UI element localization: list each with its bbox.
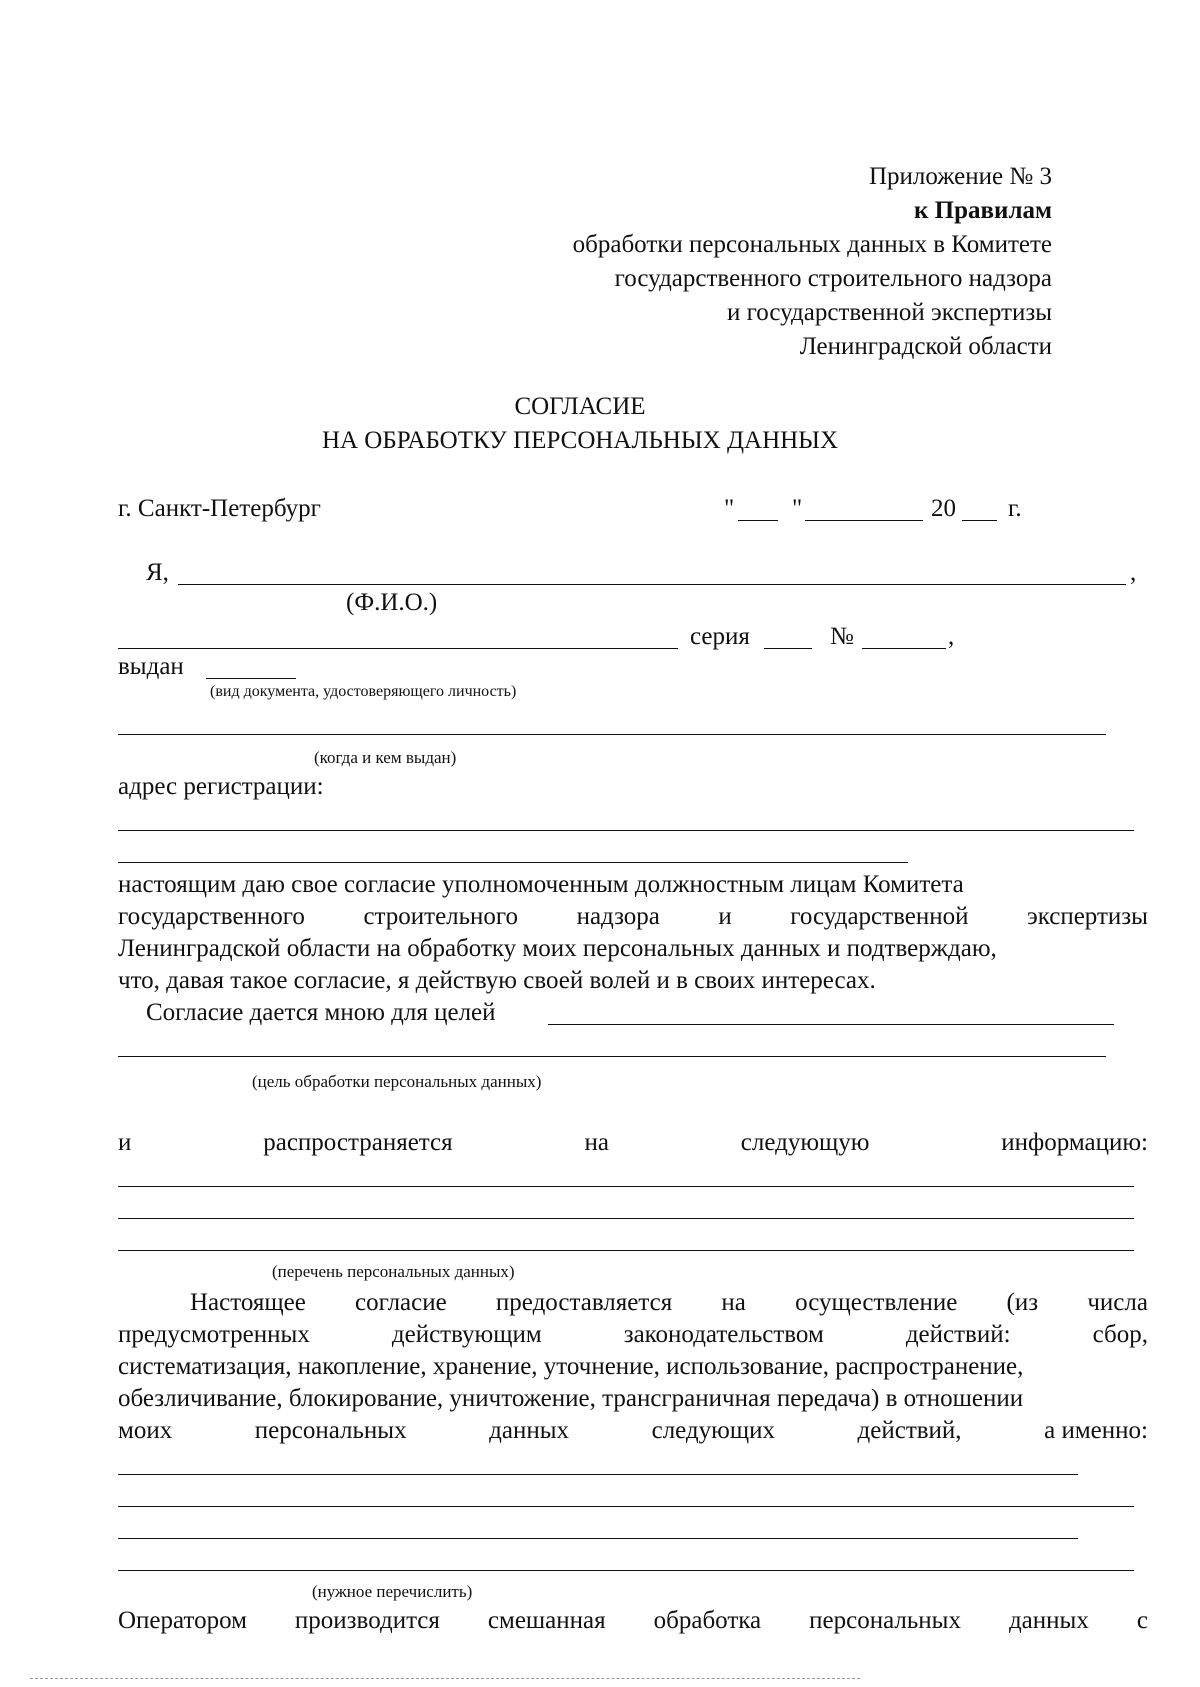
purpose-field-2[interactable] — [118, 1056, 1106, 1057]
operator-line: Оператором производится смешанная обработка персональных данных с — [118, 1607, 1148, 1634]
appendix-line-1: обработки персональных данных в Комитете — [572, 231, 1052, 258]
consent-line-3: Ленинградской области на обработку моих персональных данных и подтверждаю, — [118, 935, 997, 962]
fio-comma: , — [1130, 559, 1137, 586]
appendix-number: Приложение № 3 — [868, 163, 1052, 190]
date-year-prefix: 20 — [931, 495, 956, 522]
number-field[interactable] — [862, 648, 946, 649]
date-month-field[interactable] — [805, 520, 923, 521]
appendix-to-rules: к Правилам — [914, 197, 1052, 224]
actions-line-1: Настоящее согласие предоставляется на осуществление (из числа — [190, 1289, 1148, 1316]
document-caption: (вид документа, удостоверяющего личность) — [210, 683, 517, 700]
ya-label: Я, — [146, 559, 169, 586]
fio-caption: (Ф.И.О.) — [346, 589, 438, 616]
info-line: и распространяется на следующую информацию: — [118, 1129, 1148, 1156]
consent-line-1: настоящим даю свое согласие уполномоченным должностным лицам Комитета — [118, 871, 964, 898]
page-bottom-rule — [30, 1678, 860, 1679]
actions-field-4[interactable] — [118, 1570, 1134, 1571]
actions-field-2[interactable] — [118, 1506, 1134, 1507]
issued-by-field[interactable] — [118, 734, 1106, 735]
actions-line-5: моих персональных данных следующих действий, а именно: — [118, 1417, 1148, 1444]
address-label: адрес регистрации: — [118, 773, 324, 800]
info-field-2[interactable] — [118, 1218, 1134, 1219]
document-subtitle: НА ОБРАБОТКУ ПЕРСОНАЛЬНЫХ ДАННЫХ — [321, 427, 839, 454]
date-quote-close: " — [792, 495, 803, 522]
actions-field-1[interactable] — [118, 1474, 1078, 1475]
date-day-field[interactable] — [738, 520, 778, 521]
purpose-label: Согласие дается мною для целей — [146, 999, 496, 1026]
document-type-field[interactable] — [118, 648, 678, 649]
number-comma: , — [948, 623, 955, 650]
appendix-line-4: Ленинградской области — [799, 333, 1052, 360]
date-year-suffix: г. — [1008, 495, 1022, 522]
issued-label: выдан — [118, 653, 184, 680]
info-field-1[interactable] — [118, 1186, 1134, 1187]
actions-line-3: систематизация, накопление, хранение, уточнение, использование, распространение, — [118, 1353, 1024, 1380]
actions-line-2: предусмотренных действующим законодательством действий: сбор, — [118, 1321, 1148, 1348]
actions-field-3[interactable] — [118, 1538, 1078, 1539]
date-quote-open: " — [724, 495, 735, 522]
issued-by-caption: (когда и кем выдан) — [314, 748, 457, 767]
series-label: серия — [690, 623, 750, 650]
document-title: СОГЛАСИЕ — [514, 393, 646, 420]
actions-line-4: обезличивание, блокирование, уничтожение, трансграничная передача) в отношении — [118, 1385, 1024, 1412]
number-label: № — [830, 623, 854, 650]
info-caption: (перечень персональных данных) — [272, 1262, 515, 1281]
info-field-3[interactable] — [118, 1250, 1134, 1251]
consent-line-2: государственного строительного надзора и государственной экспертизы — [118, 903, 1148, 930]
issued-field[interactable] — [206, 678, 296, 679]
actions-caption: (нужное перечислить) — [312, 1582, 473, 1601]
city-label: г. Санкт-Петербург — [118, 495, 321, 522]
address-field-2[interactable] — [118, 862, 908, 863]
fio-field[interactable] — [178, 584, 1126, 585]
appendix-line-3: и государственной экспертизы — [726, 299, 1052, 326]
purpose-field-1[interactable] — [548, 1024, 1114, 1025]
address-field-1[interactable] — [118, 830, 1134, 831]
appendix-line-2: государственного строительного надзора — [614, 265, 1052, 292]
date-year-field[interactable] — [962, 520, 997, 521]
series-field[interactable] — [764, 648, 812, 649]
consent-line-4: что, давая такое согласие, я действую своей волей и в своих интересах. — [118, 967, 876, 994]
purpose-caption: (цель обработки персональных данных) — [252, 1072, 542, 1091]
